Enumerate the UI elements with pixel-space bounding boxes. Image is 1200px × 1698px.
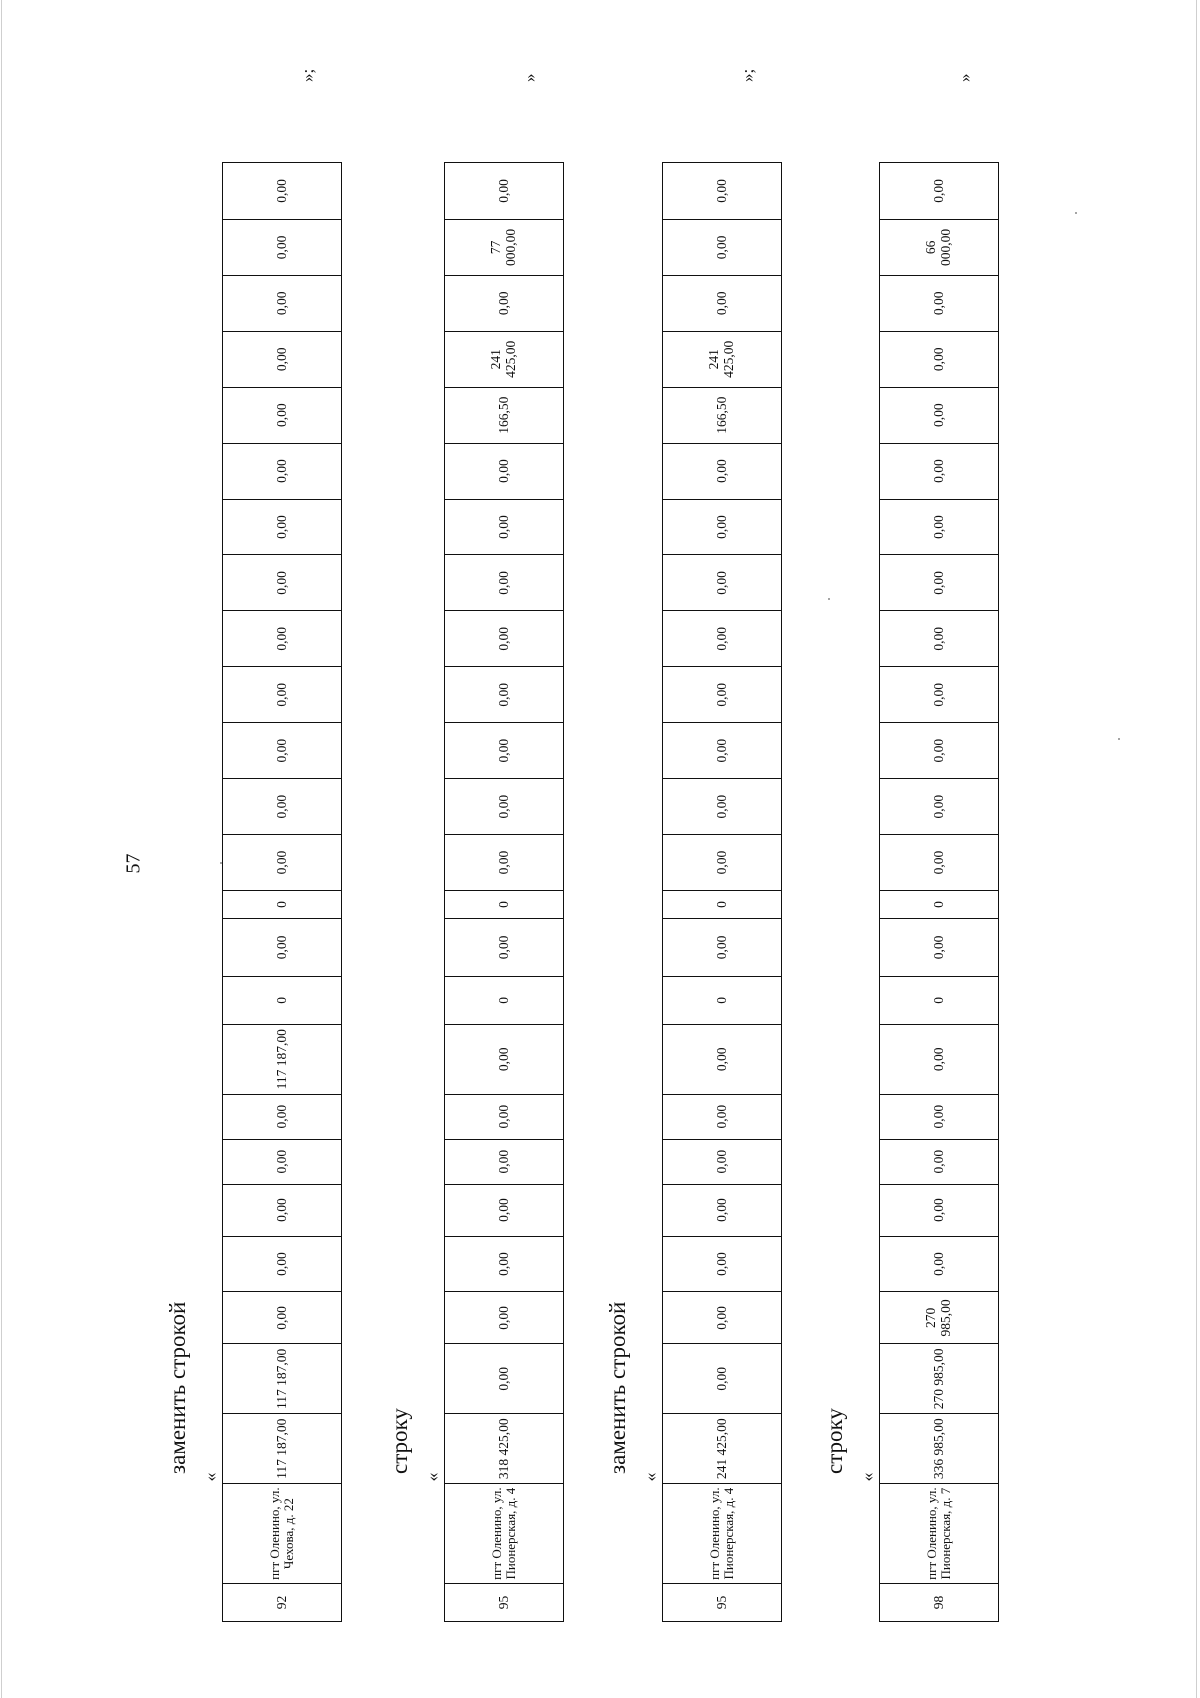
value-cell: 0,00 (445, 722, 563, 778)
value-cell: 0,00 (880, 834, 998, 890)
value-cell: 0,00 (663, 1291, 781, 1343)
value-cell: 0,00 (445, 1024, 563, 1094)
value-cell: 241 425,00 (663, 331, 781, 387)
value-cell: 0,00 (223, 778, 341, 834)
row-number-cell: 92 (223, 1583, 341, 1621)
amendment-block-2 (387, 73, 542, 1622)
value-cell: 0,00 (223, 1236, 341, 1292)
value-cell: 0,00 (663, 610, 781, 666)
value-cell: 0,00 (880, 610, 998, 666)
value-cell: 66 000,00 (880, 219, 998, 275)
value-cell: 0,00 (880, 1184, 998, 1236)
scan-speck (1118, 738, 1120, 740)
close-quote: »; (738, 68, 757, 82)
value-cell: 0,00 (663, 666, 781, 722)
value-cell: 0,00 (880, 331, 998, 387)
value-cell: 0,00 (445, 834, 563, 890)
amendment-block-4 (822, 73, 977, 1622)
row-number-cell: 95 (663, 1583, 781, 1621)
scan-speck (828, 598, 830, 600)
value-cell: 241 425,00 (445, 331, 563, 387)
value-cell: 0,00 (445, 554, 563, 610)
value-cell: 0,00 (663, 499, 781, 555)
value-cell: 0,00 (445, 1291, 563, 1343)
value-cell: 0 (223, 890, 341, 918)
value-cell: 0,00 (223, 443, 341, 499)
value-cell: 0,00 (663, 722, 781, 778)
value-cell: 0,00 (663, 219, 781, 275)
value-cell: 0 (663, 890, 781, 918)
right-margin-line (1196, 0, 1197, 1698)
value-cell: 0,00 (663, 1024, 781, 1094)
value-cell: 0,00 (445, 1343, 563, 1413)
value-cell: 0,00 (880, 275, 998, 331)
value-cell: 0,00 (880, 554, 998, 610)
value-cell: 0,00 (713, 179, 729, 203)
value-cell: 0,00 (880, 499, 998, 555)
value-cell: 0,00 (880, 1139, 998, 1184)
value-cell: 0 (445, 890, 563, 918)
value-cell: 0,00 (880, 722, 998, 778)
value-cell: 0,00 (445, 443, 563, 499)
value-cell: 0,00 (223, 219, 341, 275)
value-cell: 0,00 (663, 275, 781, 331)
open-quote: « (640, 1472, 660, 1482)
value-cell: 0,00 (663, 1343, 781, 1413)
value-cell: 0,00 (223, 499, 341, 555)
value-cell: 0,00 (930, 179, 946, 203)
address-cell: пгт Оленино, ул. Чехова, д. 22 (223, 1483, 341, 1583)
scan-speck (220, 862, 222, 864)
value-cell: 0,00 (663, 1236, 781, 1292)
value-cell: 0,00 (445, 610, 563, 666)
value-cell: 166,50 (445, 387, 563, 443)
value-cell: 0,00 (273, 179, 289, 203)
table-row (879, 162, 999, 1622)
value-cell: 0,00 (223, 1291, 341, 1343)
instruction-row: строку (822, 1408, 847, 1474)
value-cell: 0 (880, 976, 998, 1024)
value-cell: 0,00 (223, 666, 341, 722)
value-cell: 0,00 (880, 387, 998, 443)
value-cell: 0,00 (223, 722, 341, 778)
row-number-cell: 98 (880, 1583, 998, 1621)
value-cell: 117 187,00 (223, 1413, 341, 1483)
row-number-cell: 95 (445, 1583, 563, 1621)
value-cell: 0,00 (880, 443, 998, 499)
value-cell: 0 (663, 976, 781, 1024)
value-cell: 0,00 (663, 554, 781, 610)
value-cell: 0,00 (663, 1094, 781, 1139)
value-cell: 0,00 (445, 666, 563, 722)
value-cell: 0,00 (445, 778, 563, 834)
value-cell: 0 (445, 976, 563, 1024)
value-cell: 0,00 (223, 834, 341, 890)
value-cell: 336 985,00 (880, 1413, 998, 1483)
value-cell: 0,00 (880, 918, 998, 976)
value-cell: 0,00 (445, 918, 563, 976)
close-quote: » (520, 73, 539, 82)
instruction-replace: заменить строкой (605, 1301, 630, 1474)
value-cell: 0,00 (880, 1094, 998, 1139)
value-cell: 0,00 (223, 275, 341, 331)
close-quote: » (955, 73, 974, 82)
address-cell: пгт Оленино, ул. Пионерская, д. 4 (445, 1483, 563, 1583)
value-cell: 0,00 (663, 1139, 781, 1184)
page-number: 57 (122, 853, 145, 874)
table-row (662, 162, 782, 1622)
address-cell: пгт Оленино, ул. Пионерская, д. 7 (880, 1483, 998, 1583)
value-cell: 0,00 (223, 918, 341, 976)
value-cell: 0,00 (445, 1184, 563, 1236)
amendment-block-1 (165, 68, 320, 1622)
open-quote: « (857, 1472, 877, 1482)
value-cell: 0,00 (223, 331, 341, 387)
value-cell: 0,00 (223, 554, 341, 610)
instruction-replace: заменить строкой (165, 1301, 190, 1474)
value-cell: 0,00 (445, 499, 563, 555)
value-cell: 117 187,00 (223, 1024, 341, 1094)
scan-speck (1075, 212, 1077, 214)
value-cell: 0 (223, 976, 341, 1024)
value-cell: 318 425,00 (445, 1413, 563, 1483)
value-cell: 0,00 (495, 179, 511, 203)
value-cell: 0,00 (445, 1139, 563, 1184)
close-quote: »; (298, 68, 317, 82)
value-cell: 0,00 (223, 610, 341, 666)
instruction-row: строку (387, 1408, 412, 1474)
table-row (222, 162, 342, 1622)
value-cell: 0,00 (445, 1094, 563, 1139)
value-cell: 241 425,00 (663, 1413, 781, 1483)
value-cell: 0,00 (663, 1184, 781, 1236)
value-cell: 0,00 (445, 275, 563, 331)
value-cell: 0,00 (445, 1236, 563, 1292)
value-cell: 0,00 (663, 834, 781, 890)
value-cell: 270 985,00 (880, 1291, 998, 1343)
value-cell: 0,00 (663, 443, 781, 499)
value-cell: 0,00 (880, 666, 998, 722)
table-row (444, 162, 564, 1622)
value-cell: 117 187,00 (223, 1343, 341, 1413)
value-cell: 0,00 (880, 1236, 998, 1292)
value-cell: 0,00 (223, 1139, 341, 1184)
address-cell: пгт Оленино, ул. Пионерская, д. 4 (663, 1483, 781, 1583)
value-cell: 0 (880, 890, 998, 918)
amendment-block-3 (605, 68, 760, 1622)
value-cell: 77 000,00 (445, 219, 563, 275)
value-cell: 0,00 (223, 1094, 341, 1139)
value-cell: 0,00 (223, 387, 341, 443)
open-quote: « (422, 1472, 442, 1482)
value-cell: 0,00 (223, 1184, 341, 1236)
value-cell: 0,00 (663, 778, 781, 834)
value-cell: 0,00 (663, 918, 781, 976)
open-quote: « (200, 1472, 220, 1482)
left-margin-line (1, 0, 2, 1698)
value-cell: 0,00 (880, 1024, 998, 1094)
value-cell: 0,00 (880, 778, 998, 834)
value-cell: 166,50 (663, 387, 781, 443)
value-cell: 270 985,00 (880, 1343, 998, 1413)
